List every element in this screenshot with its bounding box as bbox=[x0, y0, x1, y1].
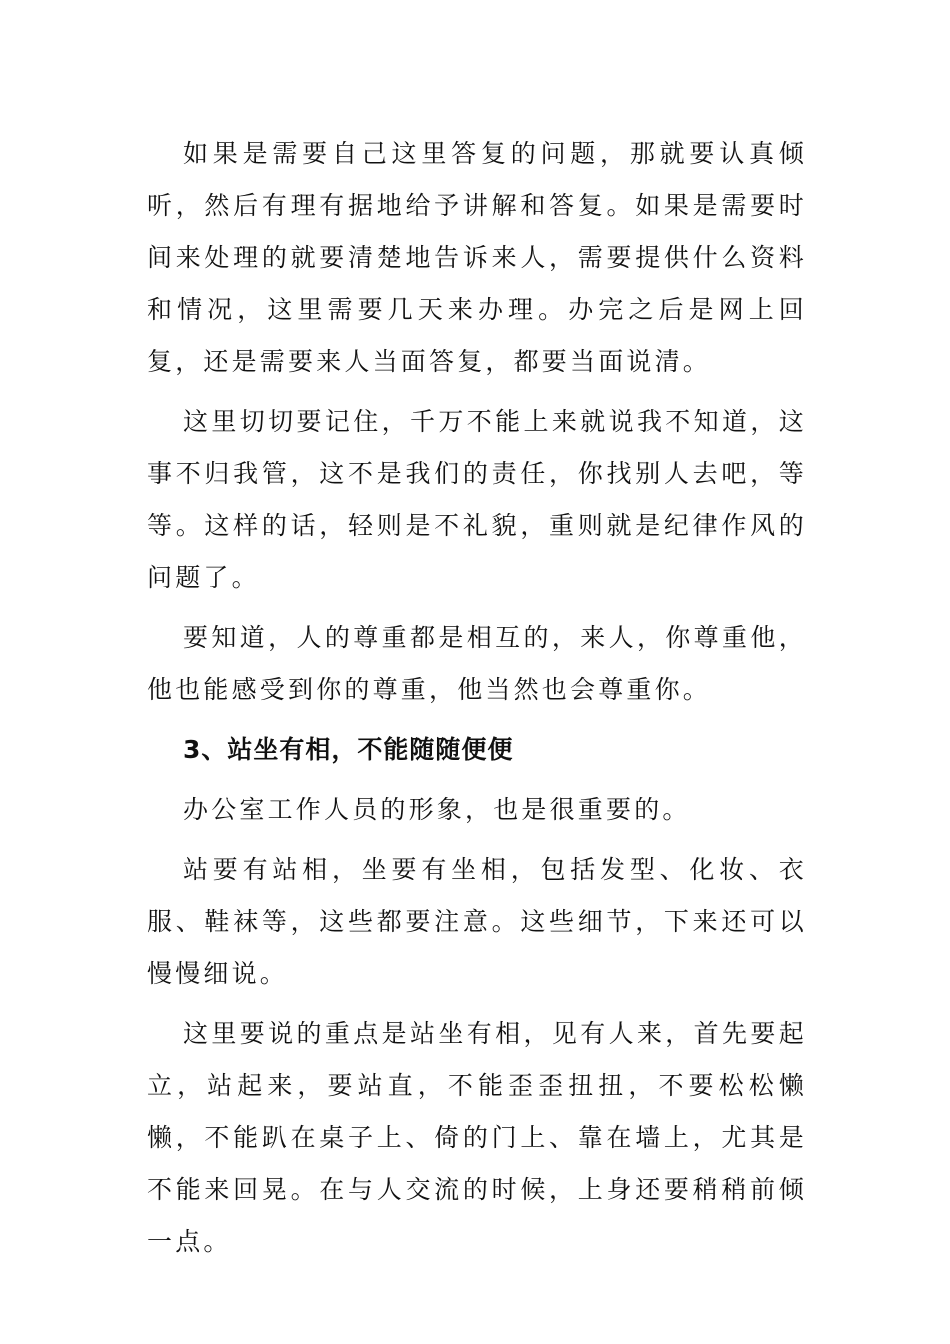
section-heading: 3、站坐有相，不能随随便便 bbox=[183, 735, 514, 764]
paragraph: 要知道，人的尊重都是相互的，来人，你尊重他，他也能感受到你的尊重，他当然也会尊重你。 bbox=[147, 623, 807, 704]
paragraph: 办公室工作人员的形象，也是很重要的。 bbox=[183, 795, 691, 824]
paragraph: 这里切切要记住，千万不能上来就说我不知道，这事不归我管，这不是我们的责任，你找别人去吧，等等。这样的话，轻则是不礼貌，重则就是纪律作风的问题了。 bbox=[147, 407, 807, 592]
paragraph: 如果是需要自己这里答复的问题，那就要认真倾听，然后有理有据地给予讲解和答复。如果是需要时间来处理的就要清楚地告诉来人，需要提供什么资料和情况，这里需要几天来办理。办完之后是网上回复，还是需要来人当面答复，都要当面说清。 bbox=[147, 139, 807, 376]
paragraph: 站要有站相，坐要有坐相，包括发型、化妆、衣服、鞋袜等，这些都要注意。这些细节，下来还可以慢慢细说。 bbox=[147, 855, 807, 988]
paragraph: 这里要说的重点是站坐有相，见有人来，首先要起立，站起来，要站直，不能歪歪扭扭，不要松松懒懒，不能趴在桌子上、倚的门上、靠在墙上，尤其是不能来回晃。在与人交流的时候，上身还要稍稍前倾一点。 bbox=[147, 1019, 807, 1256]
document-body bbox=[147, 128, 807, 1276]
